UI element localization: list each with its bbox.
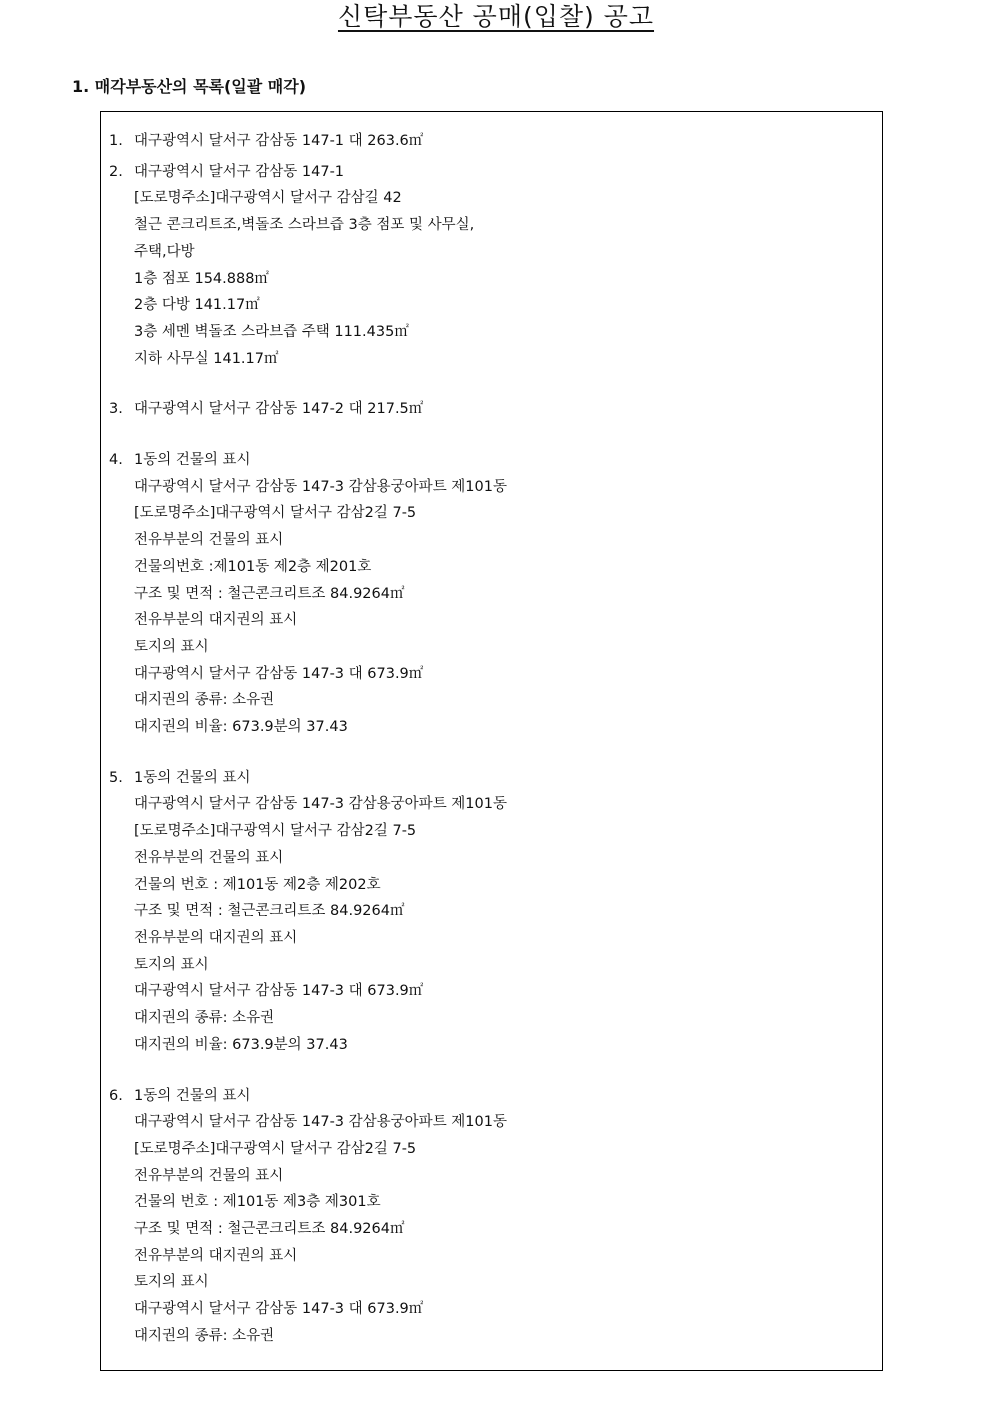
item-line: 전유부분의 대지권의 표시 [134,929,298,946]
item-line: 토지의 표시 [134,956,209,973]
item-number: 4. [109,452,123,469]
property-item-1 [109,128,882,155]
item-line: 철근 콘크리트조,벽돌조 스라브즙 3층 점포 및 사무실, [134,217,475,234]
item-line: 건물의 번호 : 제101동 제2층 제202호 [134,876,381,893]
item-line: 전유부분의 건물의 표시 [134,849,284,866]
section-heading: 1. 매각부동산의 목록(일괄 매각) [72,77,307,96]
item-line: 1동의 건물의 표시 [134,769,251,786]
item-line: 2층 다방 141.17㎡ [134,297,260,314]
item-number: 6. [109,1087,123,1104]
item-line: 대지권의 종류: 소유권 [134,1327,275,1344]
item-line: 3층 세멘 벽돌조 스라브즙 주택 111.435㎡ [134,323,409,340]
item-line: 대구광역시 달서구 감삼동 147-3 감삼용궁아파트 제101동 [134,478,507,495]
item-line: 대구광역시 달서구 감삼동 147-3 감삼용궁아파트 제101동 [134,1114,507,1131]
item-line: 대구광역시 달서구 감삼동 147-3 감삼용궁아파트 제101동 [134,796,507,813]
item-line: 전유부분의 건물의 표시 [134,532,284,549]
item-number: 1. [109,133,123,149]
item-line: 1동의 건물의 표시 [134,1087,251,1104]
item-line: 대구광역시 달서구 감삼동 147-3 대 673.9㎡ [134,665,424,682]
item-line: 대구광역시 달서구 감삼동 147-1 대 263.6㎡ [134,133,424,149]
item-line: 구조 및 면적 : 철근콘크리트조 84.9264㎡ [134,585,405,602]
item-line: 대지권의 종류: 소유권 [134,1010,275,1027]
property-item-3 [109,396,882,423]
property-item-5 [109,765,882,1059]
item-line: 대지권의 비율: 673.9분의 37.43 [134,719,348,736]
item-line: [도로명주소]대구광역시 달서구 감삼2길 7-5 [134,505,417,522]
item-number: 5. [109,769,123,786]
item-line: 대지권의 비율: 673.9분의 37.43 [134,1036,348,1053]
item-line: 구조 및 면적 : 철근콘크리트조 84.9264㎡ [134,1221,405,1238]
property-list-box [100,111,883,1371]
item-line: 대구광역시 달서구 감삼동 147-2 대 217.5㎡ [134,401,424,418]
item-line: [도로명주소]대구광역시 달서구 감삼2길 7-5 [134,823,417,840]
document-title: 신탁부동산 공매(입찰) 공고 [337,2,655,31]
item-line: 토지의 표시 [134,638,209,655]
item-line: [도로명주소]대구광역시 달서구 감삼길 42 [134,190,402,207]
item-line: 지하 사무실 141.17㎡ [134,350,279,367]
item-line: 대지권의 종류: 소유권 [134,692,275,709]
item-number: 2. [109,163,123,180]
item-line: 토지의 표시 [134,1274,209,1291]
property-item-2 [109,159,882,373]
item-line: 대구광역시 달서구 감삼동 147-3 대 673.9㎡ [134,1301,424,1318]
item-line: 전유부분의 대지권의 표시 [134,612,298,629]
item-line: 1동의 건물의 표시 [134,452,251,469]
item-line: 대구광역시 달서구 감삼동 147-3 대 673.9㎡ [134,983,424,1000]
item-line: 구조 및 면적 : 철근콘크리트조 84.9264㎡ [134,903,405,920]
item-line: [도로명주소]대구광역시 달서구 감삼2길 7-5 [134,1140,417,1157]
property-item-6 [109,1083,882,1350]
item-line: 전유부분의 건물의 표시 [134,1167,284,1184]
item-line: 건물의 번호 : 제101동 제3층 제301호 [134,1194,381,1211]
item-line: 전유부분의 대지권의 표시 [134,1247,298,1264]
item-line: 건물의번호 :제101동 제2층 제201호 [134,558,372,575]
item-line: 대구광역시 달서구 감삼동 147-1 [134,163,345,180]
property-item-4 [109,447,882,741]
item-line: 주택,다방 [134,243,195,260]
item-line: 1층 점포 154.888㎡ [134,270,269,287]
item-number: 3. [109,401,123,418]
